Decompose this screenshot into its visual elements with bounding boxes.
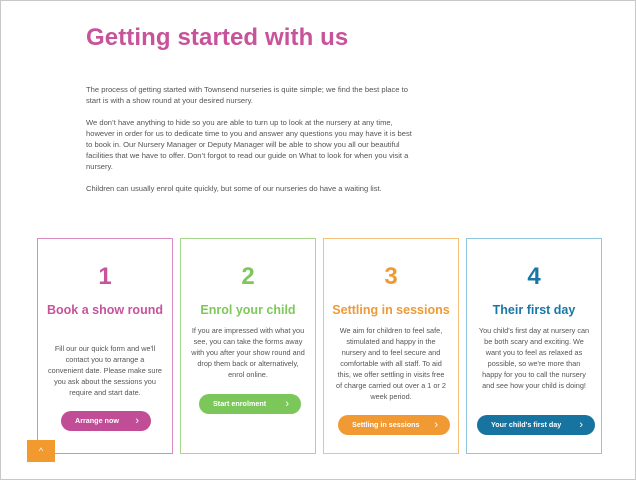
step-card-enrol-child	[180, 238, 316, 454]
step-card-first-day	[466, 238, 602, 454]
step-heading: Settling in sessions	[332, 303, 450, 317]
first-day-button[interactable]	[477, 415, 595, 435]
scroll-to-top-button[interactable]	[27, 440, 55, 462]
arrange-now-button[interactable]	[61, 411, 151, 431]
step-number: 1	[98, 263, 112, 290]
step-description: We aim for children to feel safe, stimulated and happy in the nursery and to feel secure and comfortable with all staff. To aid this, we offer settling in visits free of charge carried out over a 1 or 2 week period.	[336, 326, 446, 401]
step-heading: Enrol your child	[200, 303, 296, 317]
step-description: You child's first day at nursery can be both scary and exciting. We want you to feel as relaxed as possible, so we're more than happy for you to call the nursery and see how your child is doing!	[478, 326, 590, 390]
step-description: Fill our our quick form and we'll contact you to arrange a convenient date. Please make sure you ask about the sessions you require and start date.	[48, 344, 162, 397]
step-card-book-show-round	[37, 238, 173, 454]
chevron-right-icon: ›	[579, 419, 583, 431]
intro-text	[86, 84, 416, 205]
settling-in-sessions-button[interactable]	[338, 415, 450, 435]
step-number: 4	[527, 263, 541, 290]
step-number: 3	[384, 263, 398, 290]
chevron-up-icon: ^	[38, 446, 44, 456]
step-number: 2	[241, 263, 255, 290]
intro-paragraph: The process of getting started with Townsend nurseries is quite simple; we find the best place to start is with a show round at your desired nursery.	[86, 85, 408, 105]
page-title: Getting started with us	[86, 24, 349, 51]
intro-paragraph: We don’t have anything to hide so you are able to turn up to look at the nursery at any time, however in order for us to dedicate time to you and answer any questions you may have it is best to book in. Our Nursery Manager or Deputy Manager will be able to show you all our beautiful facilities that we have to offer. Don’t forgot to read our guide on What to look for when you visit a nursery.	[86, 118, 412, 171]
chevron-right-icon: ›	[135, 415, 139, 427]
button-label: Settling in sessions	[352, 420, 420, 429]
button-label: Start enrolment	[213, 399, 267, 408]
chevron-right-icon: ›	[434, 419, 438, 431]
button-label: Your child's first day	[491, 420, 562, 429]
step-card-settling-in	[323, 238, 459, 454]
button-label: Arrange now	[75, 416, 119, 425]
step-heading: Book a show round	[47, 303, 163, 317]
chevron-right-icon: ›	[285, 398, 289, 410]
intro-paragraph: Children can usually enrol quite quickly, but some of our nurseries do have a waiting list.	[86, 184, 382, 193]
step-heading: Their first day	[492, 303, 576, 317]
start-enrolment-button[interactable]	[199, 394, 301, 414]
step-description: If you are impressed with what you see, you can take the forms away with you after your show round and drop them back or alternatively, enrol online.	[191, 326, 305, 379]
